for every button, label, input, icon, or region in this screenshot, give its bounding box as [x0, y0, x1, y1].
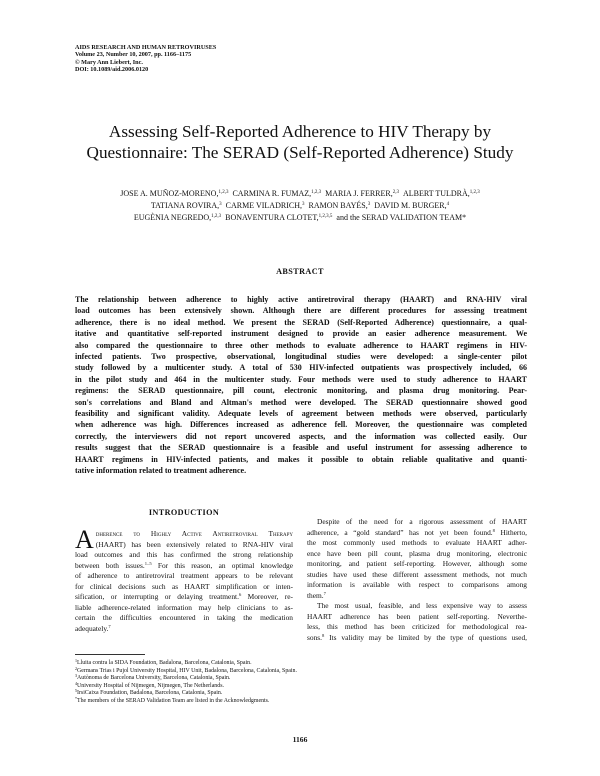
intro-line — [75, 561, 293, 572]
page-number: 1166 — [292, 735, 308, 744]
footnote-text: Lluita contra la SIDA Foundation, Badalona, Barcelona, Catalonia, Spain. — [77, 660, 252, 666]
abstract-line: tative information related to treatment adherence. — [75, 466, 247, 476]
abstract-line: HAART regimens in HIV-infected patients, and makes it possible to obtain reliable qualitative and quanti- — [75, 454, 527, 464]
footnote-divider — [75, 654, 145, 655]
author-affiliation: 2,3 — [392, 190, 399, 195]
body-line: studies have used these different assessment methods, not much — [307, 569, 527, 579]
author-affiliation: 3 — [219, 202, 222, 207]
abstract-heading: ABSTRACT — [276, 267, 324, 276]
footnote-text: IrsiCaixa Foundation, Badalona, Barcelona, Catalonia, Spain. — [77, 690, 223, 696]
footnote-text: Germans Trias i Pujol University Hospital, HIV Unit, Badalona, Barcelona, Catalonia, Spain. — [77, 667, 297, 674]
intro-text: Moreover, re- — [241, 592, 293, 602]
footnote-marker: 5 — [75, 688, 77, 693]
journal-doi: DOI: 10.1089/aid.2006.0120 — [75, 66, 149, 74]
footnote — [75, 675, 297, 683]
intro-line: for clinical decisions such as HAART simplification or inten- — [75, 581, 293, 591]
intro-line: certain the difficulties encountered in taking the medication — [75, 613, 293, 623]
introduction-column — [75, 508, 293, 634]
author-name: TATIANA ROVIRA, — [150, 201, 220, 210]
abstract-line: when adherence was high. Differences increased as adherence fell. Moreover, the questionnaire was completed — [75, 420, 527, 430]
author-list — [40, 188, 560, 224]
author-name: MARIA J. FERRER, — [325, 189, 393, 198]
citation: 6 — [238, 592, 242, 598]
author-name: ALBERT TULDRÀ, — [402, 189, 470, 198]
footnote-marker: 4 — [75, 680, 77, 686]
author-name: RAMON BAYÉS, — [308, 201, 368, 210]
abstract-line: results suggest that the SERAD questionnaire is a feasible and useful instrument for assessing adherence to — [75, 443, 527, 453]
author-affiliation: 1,2,3 — [218, 190, 229, 195]
author-affiliation: 3 — [301, 202, 305, 207]
intro-line — [75, 529, 293, 540]
author-affiliation: 1,2,3 — [469, 190, 480, 195]
intro-line: of adherence to antiretroviral treatment appears to be relevant — [75, 571, 293, 581]
footnote-marker: 3 — [75, 673, 77, 678]
author-name: CARMINA R. FUMAZ, — [232, 189, 312, 198]
journal-header — [75, 44, 216, 74]
footnote-marker: 2 — [75, 665, 77, 671]
abstract-line: in the pilot study and 464 in the multicenter study. Four methods were used to study adherence to HAART — [75, 374, 527, 384]
author-name: JOSE A. MUÑOZ-MORENO, — [120, 189, 219, 198]
footnote-marker: 1 — [75, 658, 77, 663]
intro-text: sification, or interrupting or delaying treatment. — [75, 592, 239, 602]
body-text: Its validity may be limited by the type of questions used, — [324, 633, 527, 643]
introduction-heading: INTRODUCTION — [148, 508, 220, 517]
intro-text: adequately. — [75, 623, 109, 633]
intro-line: (HAART) has been extensively related to RNA-HIV viral — [95, 539, 293, 549]
author-affiliation: 4 — [446, 202, 450, 207]
author-affiliation: 1,2,3 — [211, 214, 222, 219]
footnote — [75, 680, 297, 691]
journal-name: AIDS RESEARCH AND HUMAN RETROVIRUSES — [75, 44, 217, 51]
title-line-2: Questionnaire: The SERAD (Self-Reported Adherence) Study — [86, 143, 514, 162]
body-line: monitoring, and patient self-reporting. However, although some — [307, 559, 527, 569]
author-affiliation: 1,2,3 — [311, 190, 322, 195]
footnote-marker: * — [75, 695, 77, 701]
citation: 7 — [323, 590, 326, 596]
author-name: BONAVENTURA CLOTET, — [225, 213, 319, 222]
abstract-line: regimens: the SERAD questionnaire, pill count, electronic monitoring, and plasma drug monitoring. Pear- — [75, 386, 527, 396]
body-line — [307, 528, 527, 539]
abstract-line: correctly, the interviewers did not report uncovered aspects, and the information was collected easily. Our — [75, 431, 527, 441]
abstract-line: The relationship between adherence to highly active antiretroviral therapy (HAART) and RNA-HIV viral — [75, 295, 527, 304]
body-line: ence have been pill count, plasma drug monitoring, electronic — [307, 548, 527, 558]
abstract-line: also compared the questionnaire to three other methods to evaluate adherence to HAART regimens in HIV- — [75, 340, 527, 350]
footnote — [75, 660, 297, 668]
citation: 7 — [108, 623, 111, 629]
footnote-text: The members of the SERAD Validation Team are listed in the Acknowledgments. — [77, 697, 270, 704]
body-line — [307, 591, 527, 602]
author-name: EUGÈNIA NEGREDO, — [133, 213, 212, 222]
footnote-text: University Hospital of Nijmegen, Nijmegen, The Netherlands. — [77, 682, 224, 689]
author-name: DAVID M. BURGER, — [374, 201, 447, 210]
author-name: and the SERAD VALIDATION TEAM* — [336, 213, 467, 222]
footnote-text: Autònoma de Barcelona University, Barcelona, Catalonia, Spain. — [77, 675, 231, 681]
author-name: CARME VILADRICH, — [225, 201, 302, 210]
body-text: adherence, a “gold standard” has not yet been found. — [307, 527, 493, 537]
journal-copyright: © Mary Ann Liebert, Inc. — [75, 58, 143, 66]
citation: 1–5 — [144, 560, 152, 566]
body-text: sons. — [307, 633, 322, 643]
intro-text: between both issues. — [75, 560, 145, 570]
intro-line — [75, 624, 293, 635]
footnote — [75, 695, 297, 706]
intro-text: For this reason, an optimal knowledge — [151, 560, 293, 570]
title-line-1: Assessing Self-Reported Adherence to HIV Therapy by — [108, 122, 492, 141]
author-line — [40, 200, 560, 212]
intro-line: liable adherence-related information may help clinicians to as- — [75, 602, 293, 612]
abstract-line: study followed by a multicenter study. A total of 530 HIV-infected outpatients was prospectively included, 66 — [75, 363, 527, 373]
body-line: HAART adherence has been patient self-reporting. Neverthe- — [307, 611, 527, 621]
journal-volume: Volume 23, Number 10, 2007, pp. 1166–1175 — [75, 51, 192, 59]
right-column — [307, 517, 527, 644]
footnote — [75, 690, 297, 698]
body-line: less, this method has been criticized for methodological rea- — [307, 622, 527, 632]
abstract-line: infected patients. Two prospective, observational, longitudinal studies were developed: a single-center pilot — [75, 352, 527, 362]
footnotes — [75, 660, 297, 705]
author-line — [40, 212, 560, 224]
introduction-paragraph — [75, 525, 293, 634]
body-line: The most usual, feasible, and less expensive way to assess — [317, 601, 527, 611]
abstract-line: son's correlations and Bland and Altman's method were developed. The SERAD questionnaire showed good — [75, 397, 527, 407]
abstract-body — [75, 294, 527, 477]
citation: 8 — [492, 527, 495, 533]
intro-smallcaps: dherence to Highly Active Antiretroviral Therapy — [95, 529, 293, 538]
author-affiliation: 1,2,3,5 — [318, 214, 333, 219]
paper-title — [40, 121, 560, 163]
body-line: the most commonly used methods to evaluate HAART adher- — [307, 538, 527, 548]
footnote — [75, 665, 297, 676]
intro-line — [75, 592, 293, 603]
intro-line: load outcomes and this has confirmed the strong relationship — [75, 550, 293, 560]
body-line — [307, 633, 527, 644]
author-line — [40, 188, 560, 200]
abstract-line: itative and quantitative self-reported instrument designed to provide an easier adherence measurement. We — [75, 329, 527, 339]
drop-cap: A — [75, 525, 94, 554]
citation: 8 — [322, 633, 325, 639]
abstract-line: load outcomes has been extensively shown. Although there are different procedures for assessing treatment — [75, 306, 527, 316]
body-text: Hitherto, — [494, 527, 527, 537]
abstract-line: adherence, there is no ideal method. We present the SERAD (Self-Reported Adherence) questionnaire, a qual- — [75, 317, 527, 327]
body-line: Despite of the need for a rigorous assessment of HAART — [317, 517, 527, 526]
author-affiliation: 3 — [367, 202, 371, 207]
body-text: them. — [307, 590, 324, 600]
body-line: information is available with respect to comparisons among — [307, 580, 527, 590]
abstract-line: feasibility and significant validity. Adequate levels of agreement between methods were observed, particularly — [75, 409, 527, 419]
